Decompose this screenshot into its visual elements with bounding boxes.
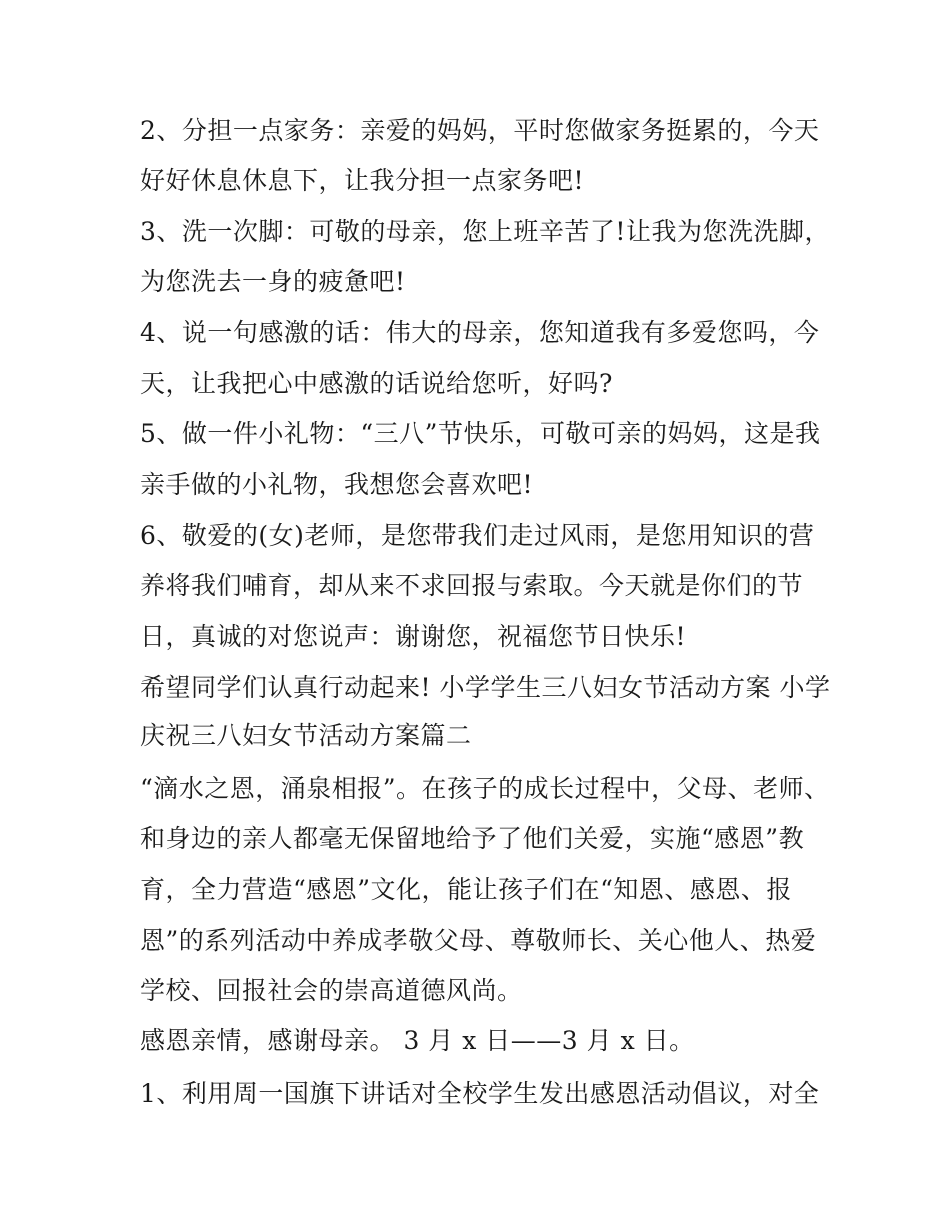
text-line: 亲手做的小礼物，我想您会喜欢吧!	[140, 470, 534, 499]
text-line: 和身边的亲人都毫无保留地给予了他们关爱，实施“感恩”教	[140, 824, 805, 853]
text-line: 养将我们哺育，却从来不求回报与索取。今天就是你们的节	[140, 571, 804, 600]
text-line: 恩”的系列活动中养成孝敬父母、尊敬师长、关心他人、热爱	[140, 926, 817, 955]
text-line: 1、利用周一国旗下讲话对全校学生发出感恩活动倡议，对全	[140, 1079, 820, 1108]
text-line: 5、做一件小礼物：“三八”节快乐，可敬可亲的妈妈，这是我	[140, 419, 821, 448]
text-line: 为您洗去一身的疲惫吧!	[140, 267, 406, 296]
text-line: 日，真诚的对您说声：谢谢您，祝福您节日快乐!	[140, 622, 687, 651]
text-line: 庆祝三八妇女节活动方案篇二	[140, 721, 472, 750]
text-line: 2、分担一点家务：亲爱的妈妈，平时您做家务挺累的，今天	[140, 116, 820, 145]
text-line: 4、说一句感激的话：伟大的母亲，您知道我有多爱您吗，今	[140, 318, 820, 347]
text-line: 天，让我把心中感激的话说给您听，好吗?	[140, 369, 613, 398]
text-line: 感恩亲情，感谢母亲。 3 月 x 日——3 月 x 日。	[140, 1026, 695, 1055]
text-line: 育，全力营造“感恩”文化，能让孩子们在“知恩、感恩、报	[140, 875, 792, 904]
text-line: 6、敬爱的(女)老师，是您带我们走过风雨，是您用知识的营	[140, 521, 815, 550]
text-line: “滴水之恩，涌泉相报”。在孩子的成长过程中，父母、老师、	[140, 774, 830, 803]
text-line: 希望同学们认真行动起来! 小学学生三八妇女节活动方案 小学	[140, 673, 831, 702]
text-line: 3、洗一次脚：可敬的母亲，您上班辛苦了!让我为您洗洗脚，	[140, 217, 830, 246]
text-line: 好好休息休息下，让我分担一点家务吧!	[140, 166, 585, 195]
text-line: 学校、回报社会的崇高道德风尚。	[140, 976, 523, 1005]
